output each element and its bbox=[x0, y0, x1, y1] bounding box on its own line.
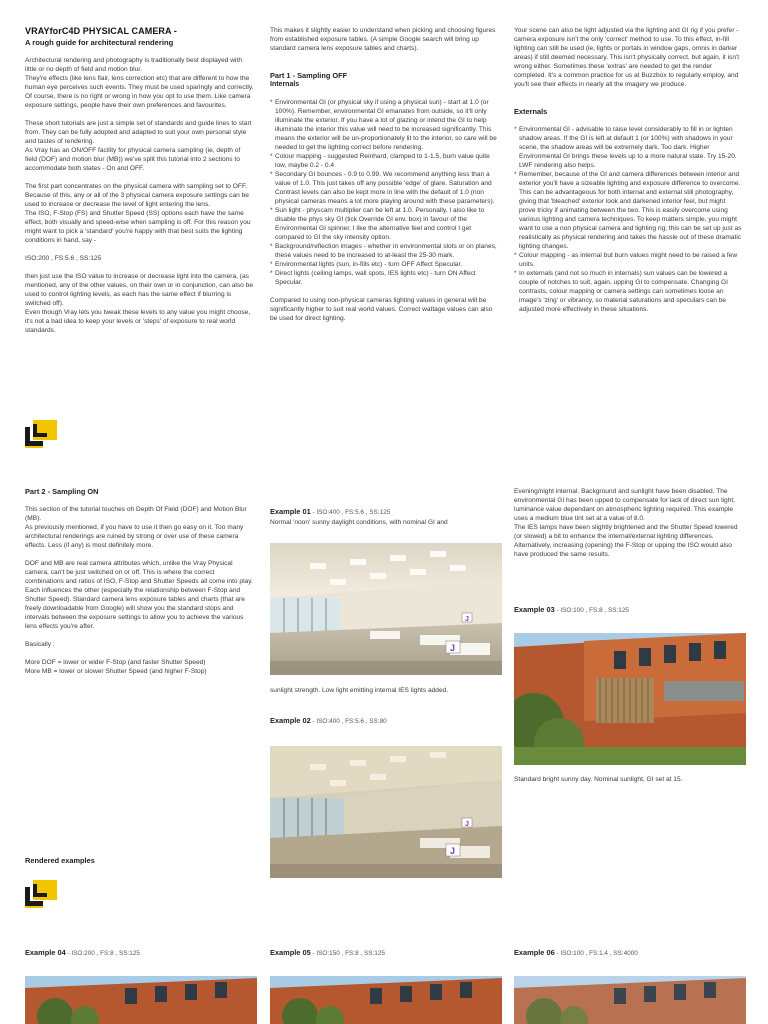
externals-list bbox=[514, 125, 742, 314]
paragraph: The first part concentrates on the physical camera with sampling set to OFF. Because of this, any or all of the 3 physical camera exposure settings can be used to increase or decrease the level of light entering the lens. bbox=[25, 183, 249, 208]
list-item: * Colour mapping - suggested Reinhard, clamped to 1-1.5, burn value quite low, maybe 0.2 - 0.4 bbox=[270, 152, 498, 170]
part2-column bbox=[25, 487, 254, 676]
intro-paragraphs bbox=[25, 56, 254, 335]
example-03-label: Example 03 - ISO:100 , FS:8 , SS:125 bbox=[514, 605, 629, 614]
paragraph: These short tutorials are just a simple set of standards and guide lines to start from. They can be fully adopted and adapted to suit your own personal style and tastes of rendering. bbox=[25, 120, 252, 145]
paragraph: The ISO, F-Stop (FS) and Shutter Speed (SS) options each have the same effect, both visually and speed-wise when sampling is off. For this reason you might want to pick a 'standard' you're happy with that best suits the lighting conditions in hand, say - bbox=[25, 210, 251, 244]
paragraph bbox=[25, 110, 254, 119]
example-02-caption: Evening/night internal. Background and sunlight have been disabled. The environmental GI has been upped to compensate for lack of direct sun light, luminance value dependant on atmospheric lighting required. This example uses a medium blue tint set at a value of 8.0. The IES lamps have been slightly brightened and the Shutter Speed lowered (or slowed) a bit to enhance the internal/external lighting differences. Alternatively, increasing (opening) the F-Stop or upping the ISO would also have produced the same results. bbox=[514, 488, 738, 558]
paragraph: They're effects (like lens flair, lens correction etc) that are different to how the human eye perceives such events. They must be used sparingly and correctly. bbox=[25, 75, 254, 91]
paragraph: More DOF = lower or wider F-Stop (and faster Shutter Speed) bbox=[25, 659, 206, 666]
paragraph: DOF and MB are real camera attributes which, unlike the Vray Physical camera, can't be just switched on or off. This is where the correct combinations and ratios of ISO, F-Stop and Shutter Speeds all come into play. Each influences the other (especially the relationship between F-Stop and Shutter Speed). Standard camera lens exposure tables and charts (that are freely downloadable from Google) will show you the standard stops and intervals between the exposure settings to allow you to achieve the various lens effects you're after. bbox=[25, 560, 253, 630]
list-item: * Direct lights (ceiling lamps, wall spots, IES lights etc) - turn ON Affect Specular. bbox=[270, 269, 498, 287]
externals-title: Externals bbox=[514, 107, 548, 116]
paragraph bbox=[25, 263, 254, 272]
paragraph: As previously mentioned, if you have to use it then go easy on it. Too many architectural renderings are ruined by strong or over use of these camera effects. Less (if any) is most definitely more. bbox=[25, 524, 244, 549]
col2-intro: This makes it slightly easier to understand when picking and choosing figures from established exposure tables. (A simple Google search will bring up standard camera lens exposure tables and charts). bbox=[270, 27, 496, 52]
externals-column bbox=[514, 26, 742, 314]
paragraph: Even though Vray lets you tweak these levels to any value you might choose, it's not a bad idea to keep your levels or 'steps' of exposure to real world standards. bbox=[25, 309, 251, 334]
paragraph: As Vray has an ON/OFF facility for physical camera sampling (ie, depth of field (DOF) and motion blur (MB)) we've split this tutorial into 2 sections to accommodate both states - On and OFF. bbox=[25, 147, 241, 172]
example-05-label: Example 05 - ISO:150 , FS:8 , SS:125 bbox=[270, 948, 385, 957]
part2-paragraphs bbox=[25, 505, 254, 676]
example-02-label: Example 02 - ISO:400 , FS:5.6 , SS:80 bbox=[270, 716, 387, 725]
paragraph bbox=[25, 245, 254, 254]
paragraph bbox=[25, 173, 254, 182]
example-01-label: Example 01 - ISO:400 , FS:5.6 , SS:125 bbox=[270, 507, 391, 516]
paragraph: then just use the ISO value to increase or decrease light into the camera, (as mentioned, any of the other values, on their own or in conjunction, can also be used to control lighting levels, as each has the same effect if blurring is switched off). bbox=[25, 273, 253, 307]
list-item: * Sun light - physcam multiplier can be left at 1.0. Personally, I also like to disable the phys sky GI (tick Override GI env. box) in favour of the Environmental GI spinner. I like the alternative feel and control I get compared to GI the sky intensity option. bbox=[270, 206, 498, 242]
paragraph: Of course, there is no right or wrong in how you opt to use them. Like camera exposure settings, people have their own preferences and favourites. bbox=[25, 93, 251, 109]
buzzbox-logo-2 bbox=[25, 880, 57, 911]
part1-title: Part 1 - Sampling OFF bbox=[270, 71, 348, 80]
list-item: * In externals (and not so much in internals) sun values can be lowered a couple of notches to suit, again, upping GI to compensate. Changing GI contrasts, colour mapping or camera settings can sometimes loose an image's 'zing' or vibrancy, so material saturations and speculars can be adjusted more effectively in these situations. bbox=[514, 269, 742, 314]
buzzbox-logo-icon bbox=[25, 420, 57, 448]
col3-intro: Your scene can also be light adjusted via the lighting and GI rig if you prefer - camera exposure isn't the only 'correct' method to use. To this effect, in-fill lighting can still be used (ie, lights or portals in window gaps, omnis in darker areas) if still deemed necessary. This isn't physically correct, but again, it isn't wrong either. Sometimes these 'extras' are needed to get the render completed. It's a common practice for us at Buzzbox to regularly employ, and you'll see their effects in nearly all the imagery we produce. bbox=[514, 27, 740, 88]
svg-text:J: J bbox=[450, 846, 456, 856]
example-03-caption: Standard bright sunny day. Nominal sunlight, GI set at 15. bbox=[514, 776, 683, 783]
list-item: * Remember, because of the GI and camera differences between interior and exterior you'll have a sizeable lighting and exposure difference to overcome. This can be advantageous for both internal and external still photography, giving that 'bleached' exterior look and darkened interior feel, but might prove tricky if animating between the two. This is easily overcome using various lighting and camera techniques. To keep matters simple, you might want to use a non physical camera and lighting rig; this can be set up just as realistically as physical rendering and takes the hassle out of these dramatic lighting changes. bbox=[514, 170, 742, 251]
internals-list bbox=[270, 98, 498, 287]
list-item: * Colour mapping - as internal but burn values might need to be raised a few units. bbox=[514, 251, 742, 269]
svg-text:J: J bbox=[450, 643, 456, 653]
paragraph: More MB = lower or slower Shutter Speed (and higher F-Stop) bbox=[25, 668, 207, 675]
paragraph bbox=[25, 550, 254, 559]
paragraph: ISO:200 , FS:5.6 , SS:125 bbox=[25, 255, 102, 262]
example-03-image bbox=[514, 633, 746, 765]
buzzbox-logo bbox=[25, 420, 57, 451]
paragraph bbox=[25, 649, 254, 658]
list-item: * Environmental GI (or physical sky if using a physical sun) - start at 1.0 (or 100%). Remember, environmental GI emanates from outside, so it'll only illuminate the exterior. If you have a lot of glazing or intend the GI to help illuminate the interior this value will need to be increased significantly. This means the exterior will be un-proportionately lit to the interior, so care will be needed to get the lighting correct before rendering. bbox=[270, 98, 498, 152]
example-01-caption-2: sunlight strength. Low light emitting internal IES lights added. bbox=[270, 687, 449, 694]
doc-subtitle: A rough guide for architectural rendering bbox=[25, 38, 174, 47]
buzzbox-logo-icon bbox=[25, 880, 57, 908]
example-01-caption: Normal 'noon' sunny daylight conditions, with nominal GI and bbox=[270, 519, 448, 526]
doc-title: VRAYforC4D PHYSICAL CAMERA - bbox=[25, 26, 177, 36]
example-05-image bbox=[270, 976, 502, 1024]
part2-title: Part 2 - Sampling ON bbox=[25, 487, 99, 496]
intro-column bbox=[25, 27, 254, 335]
example-04-label: Example 04 - ISO:200 , FS:8 , SS:125 bbox=[25, 948, 140, 957]
svg-text:J: J bbox=[465, 616, 469, 623]
list-item: * Environmental GI - advisable to raise level considerably to fill in or lighten shadow areas. If the GI is left at default 1 (or 100%) with shadows in your scene, the shadow areas will be extremely dark. Too dark. Higher Environmental GI brings these levels up to a more natural state. Try 15-20. LWF rendering also helps. bbox=[514, 125, 742, 170]
list-item: * Secondary GI bounces - 0.9 to 0.99. We recommend anything less than a value of 1.0. This just takes off any possible 'edge' of glare. Saturation and Contrast levels can also be kept more in line with the default of 1.0 (non physical cameras means a lot more playing around with these parameters). bbox=[270, 170, 498, 206]
paragraph: This section of the tutorial touches oh Depth Of Field (DOF) and Motion Blur (MB). bbox=[25, 506, 247, 522]
part1-column bbox=[270, 26, 498, 323]
example-06-label: Example 06 - ISO:100 , FS:1.4 , SS:4000 bbox=[514, 948, 638, 957]
rendered-examples-title: Rendered examples bbox=[25, 856, 95, 865]
internals-title: Internals bbox=[270, 81, 300, 88]
col2-closing: Compared to using non-physical cameras lighting values in general will be significantly higher to suit real world values. Correct wattage values can also be used for direct lighting. bbox=[270, 297, 493, 322]
example-04-image bbox=[25, 976, 257, 1024]
list-item: * Background/reflection images - whether in environmental slots or on planes, these values need to be increased to at-least the 25-30 mark. bbox=[270, 242, 498, 260]
paragraph: Basically : bbox=[25, 641, 55, 648]
list-item: * Environmental lights (sun, in-fills etc) - turn OFF Affect Specular. bbox=[270, 260, 498, 269]
paragraph: Architectural rendering and photography is traditionally best displayed with little or no depth of field and motion blur. bbox=[25, 57, 242, 73]
svg-text:J: J bbox=[465, 821, 469, 828]
example-01-image bbox=[270, 543, 502, 675]
example-06-image bbox=[514, 976, 746, 1024]
paragraph bbox=[25, 631, 254, 640]
example-02-image bbox=[270, 746, 502, 878]
